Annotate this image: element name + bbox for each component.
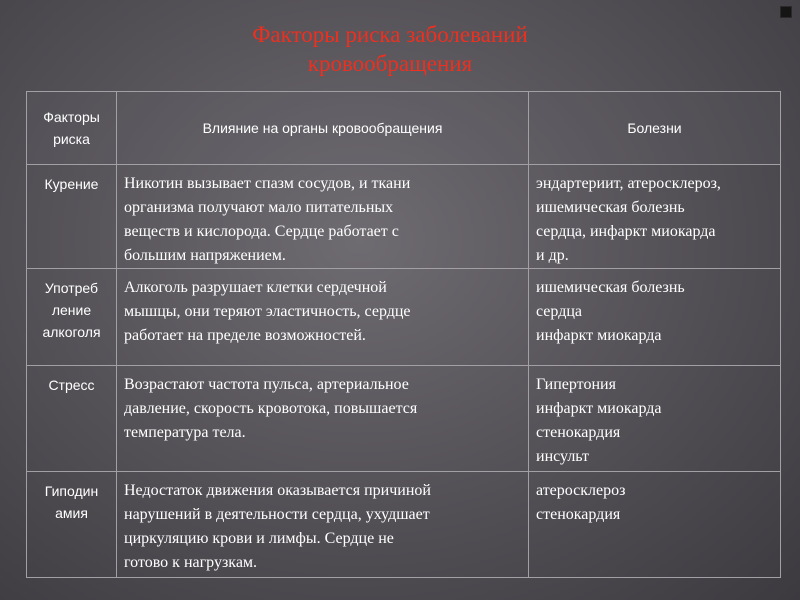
influence-cell xyxy=(117,472,529,578)
diseases-text: инфаркт миокарда xyxy=(536,400,662,417)
slide-title-line-1: Факторы риска заболеваний xyxy=(252,22,528,47)
diseases-text: сердца, инфаркт миокарда xyxy=(536,223,716,240)
diseases-text: ишемическая болезнь xyxy=(536,279,685,296)
influence-text: давление, скорость кровотока, повышается xyxy=(124,400,418,417)
diseases-text: Гипертония xyxy=(536,376,616,393)
slide-corner-marker xyxy=(780,6,792,18)
influence-cell xyxy=(117,269,529,366)
header-factor-cell xyxy=(27,92,117,165)
factor-text: Курение xyxy=(44,176,99,192)
factor-text: Гиподин xyxy=(44,483,99,499)
influence-text: Возрастают частота пульса, артериальное xyxy=(124,376,409,393)
influence-text: мышцы, они теряют эластичность, сердце xyxy=(124,303,411,320)
diseases-text: и др. xyxy=(536,247,569,264)
influence-text: организма получают мало питательных xyxy=(124,199,394,216)
influence-text: циркуляцию крови и лимфы. Сердце не xyxy=(124,530,394,547)
influence-cell xyxy=(117,366,529,472)
factor-text: Употреб xyxy=(44,280,99,296)
influence-text: температура тела. xyxy=(124,424,246,441)
diseases-text: ишемическая болезнь xyxy=(536,199,685,216)
factor-text: амия xyxy=(55,505,88,521)
influence-text: веществ и кислорода. Сердце работает с xyxy=(124,223,399,240)
table-row xyxy=(27,472,781,578)
influence-text: работает на пределе возможностей. xyxy=(124,327,366,344)
factor-text: алкоголя xyxy=(42,324,101,340)
table-header-row xyxy=(27,92,781,165)
table-row xyxy=(27,269,781,366)
diseases-text: сердца xyxy=(536,303,582,320)
diseases-cell xyxy=(529,366,781,472)
influence-text: нарушений в деятельности сердца, ухудшает xyxy=(124,506,430,523)
header-factor-text: Факторы xyxy=(43,109,100,125)
diseases-cell xyxy=(529,165,781,269)
influence-text: Недостаток движения оказывается причиной xyxy=(124,482,431,499)
diseases-text: стенокардия xyxy=(536,506,621,523)
slide-title-line-2: кровообращения xyxy=(307,51,473,76)
factor-cell xyxy=(27,165,117,269)
diseases-cell xyxy=(529,269,781,366)
influence-text: Алкоголь разрушает клетки сердечной xyxy=(124,279,387,296)
diseases-text: стенокардия xyxy=(536,424,621,441)
risk-factors-table xyxy=(26,91,781,578)
influence-text: готово к нагрузкам. xyxy=(124,554,258,571)
influence-cell xyxy=(117,165,529,269)
header-diseases-cell: Болезни xyxy=(529,92,781,165)
factor-text: Стресс xyxy=(48,377,95,393)
table-row xyxy=(27,366,781,472)
diseases-cell xyxy=(529,472,781,578)
diseases-text: инсульт xyxy=(536,448,589,465)
header-factor-text: риска xyxy=(53,131,90,147)
table-row xyxy=(27,165,781,269)
factor-cell xyxy=(27,472,117,578)
factor-cell xyxy=(27,366,117,472)
diseases-text: эндартериит, атеросклероз, xyxy=(536,175,721,192)
influence-text: большим напряжением. xyxy=(124,247,286,264)
factor-cell xyxy=(27,269,117,366)
diseases-text: атеросклероз xyxy=(536,482,626,499)
diseases-text: инфаркт миокарда xyxy=(536,327,662,344)
header-influence-cell: Влияние на органы кровообращения xyxy=(117,92,529,165)
influence-text: Никотин вызывает спазм сосудов, и ткани xyxy=(124,175,411,192)
factor-text: ление xyxy=(51,302,92,318)
